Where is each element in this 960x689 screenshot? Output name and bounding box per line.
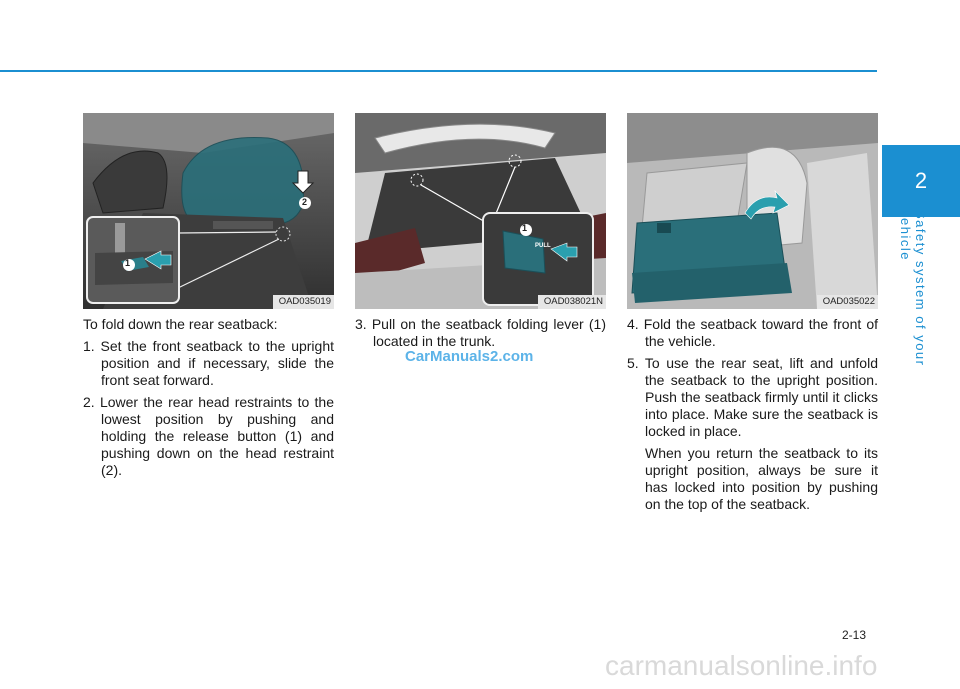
callout-1: 1 xyxy=(522,223,528,233)
column-3-text xyxy=(627,316,878,513)
column-2-text xyxy=(355,316,606,350)
pull-tag: PULL xyxy=(535,243,551,249)
callout-2: 2 xyxy=(302,197,308,207)
return-note: When you return the seatback to its upright position, always be sure it has locked into position by pushing on the top of the seatback. xyxy=(645,445,878,512)
header-rule xyxy=(0,70,877,72)
chapter-number: 2 xyxy=(914,168,928,193)
step-1: 1. Set the front seatback to the upright position and if necessary, slide the front seat forward. xyxy=(83,338,334,388)
chapter-tab[interactable] xyxy=(882,145,960,217)
column-1-text xyxy=(83,316,334,479)
column-3 xyxy=(627,113,878,518)
trunk-illustration xyxy=(355,113,606,309)
seatback-illustration xyxy=(627,113,878,309)
figure-seatback-fold xyxy=(627,113,878,309)
figure-head-restraint xyxy=(83,113,334,309)
column-1 xyxy=(83,113,334,484)
step-4: 4. Fold the seatback toward the front of the vehicle. xyxy=(627,316,878,349)
callout-1: 1 xyxy=(125,258,131,268)
figure-code: OAD038021N xyxy=(538,295,606,309)
step-3: 3. Pull on the seatback folding lever (1) located in the trunk. xyxy=(355,316,606,349)
page-number: 2-13 xyxy=(842,628,867,642)
head-restraint-illustration xyxy=(83,113,334,309)
intro-text: To fold down the rear seatback: xyxy=(83,316,278,332)
site-watermark[interactable]: CarManuals2.com xyxy=(405,348,534,365)
column-2 xyxy=(355,113,606,355)
figure-code: OAD035019 xyxy=(273,295,334,309)
step-2: 2. Lower the rear head restraints to the lowest position by pushing and holding the release button (1) and pushing down on the head restraint (2). xyxy=(83,394,334,478)
chapter-title: Safety system of your vehicle xyxy=(898,210,928,367)
step-5: 5. To use the rear seat, lift and unfold the seatback to the upright position. Push the seatback firmly until it clicks into place. Make sure the seatback is locked in place. xyxy=(627,355,878,439)
figure-trunk-lever xyxy=(355,113,606,309)
figure-code: OAD035022 xyxy=(817,295,878,309)
footer-watermark: carmanualsonline.info xyxy=(605,650,878,681)
